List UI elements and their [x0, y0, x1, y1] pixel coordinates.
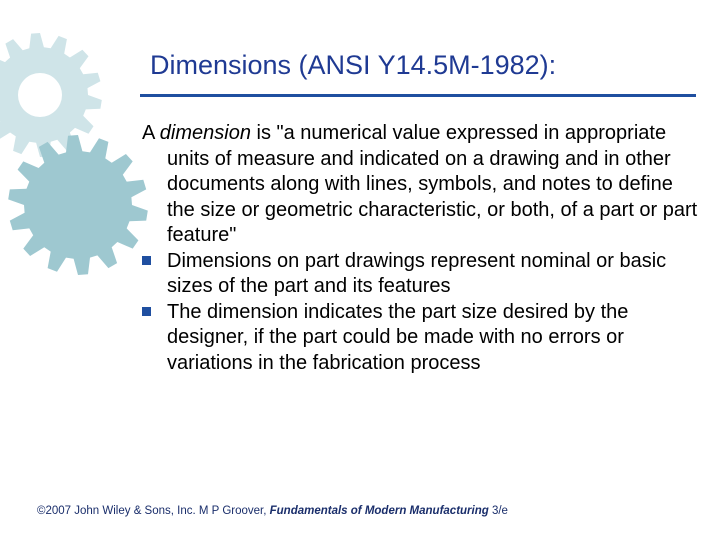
footer-edition: 3/e: [488, 505, 508, 517]
definition-paragraph: [142, 121, 702, 249]
footer-book-title: Fundamentals of Modern Manufacturing: [269, 505, 489, 517]
footer-copyright: ©2007 John Wiley & Sons, Inc. M P Groover,: [37, 505, 270, 517]
title-underline: [140, 94, 696, 97]
definition-text: is "a numerical value expressed in appropriate units of measure and indicated on a drawing and in other documents along with lines, symbols, and notes to define the size or geometric characteristic, or both, of a part or part feature": [167, 122, 698, 246]
definition-prefix: A: [142, 122, 160, 144]
gears-decoration-icon: [0, 0, 160, 300]
slide-body: [142, 121, 702, 376]
gear-hub: [18, 73, 62, 117]
slide-footer: [37, 505, 508, 517]
bullet-item: [142, 300, 702, 377]
definition-term: dimension: [159, 122, 251, 144]
square-bullet-icon: [142, 307, 151, 316]
bullet-text: The dimension indicates the part size desired by the designer, if the part could be made with no errors or variations in the fabrication process: [167, 300, 629, 374]
top-gear-icon: [0, 33, 102, 157]
slide-title: Dimensions (ANSI Y14.5M‐1982):: [150, 50, 557, 80]
bullet-item: [142, 249, 702, 300]
bullet-text: Dimensions on part drawings represent nominal or basic sizes of the part and its features: [167, 249, 667, 297]
bottom-gear-icon: [8, 135, 148, 275]
gear-body: [8, 135, 148, 275]
square-bullet-icon: [142, 256, 151, 265]
